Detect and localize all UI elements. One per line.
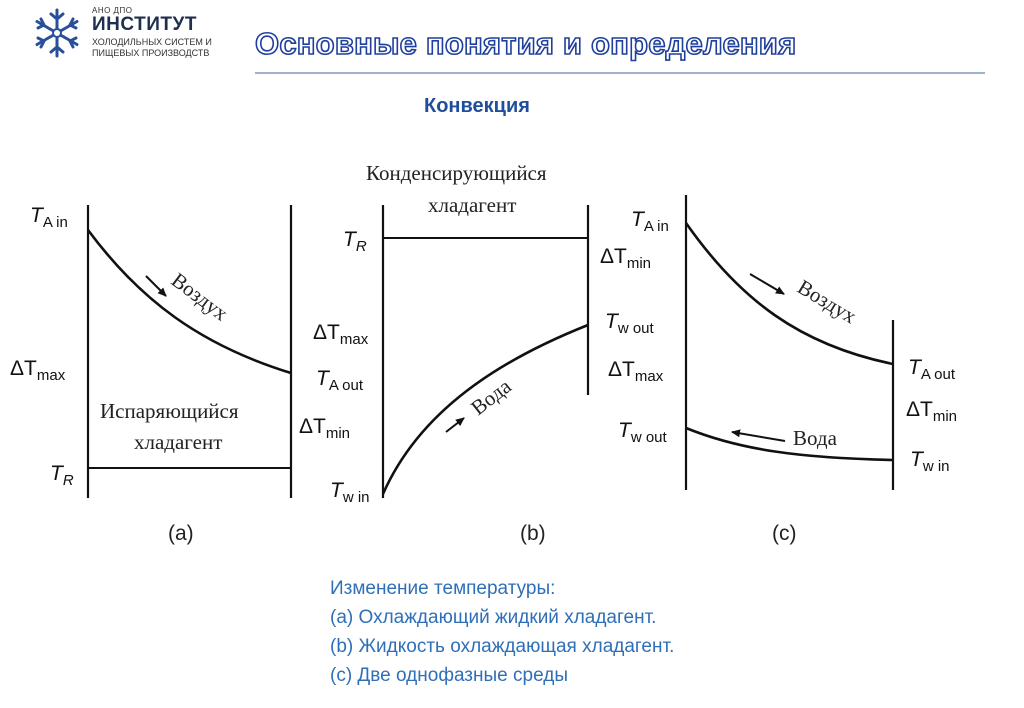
caption-line-2: (a) Охлаждающий жидкий хладагент. — [330, 607, 657, 628]
panel-c-dt-min-right-label: ΔTmin — [906, 398, 958, 425]
panel-c-t-w-in-label: Tw in — [910, 448, 950, 475]
panel-c-t-w-out-label: Tw out — [618, 419, 667, 446]
panel-b-water-arrow — [446, 418, 464, 432]
panel-a-t-a-in-label: TA in — [30, 204, 68, 231]
panel-c-dt-max-label: ΔTmax — [608, 358, 664, 385]
panel-c-t-a-in-label: TA in — [631, 208, 669, 235]
panel-b-t-r-label: TR — [343, 228, 367, 255]
panel-c-air-label: Воздух — [793, 274, 861, 329]
logo-top-line: АНО ДПО — [92, 6, 133, 15]
panel-a-t-r-label: TR — [50, 462, 74, 489]
panel-a-dt-max-label: ΔTmax — [10, 357, 66, 384]
panel-a-refrigerant-line-2: хладагент — [134, 430, 223, 454]
figure-caption — [330, 574, 674, 690]
panel-a-air-arrow — [146, 276, 166, 296]
panel-b-t-w-in-label: Tw in — [330, 479, 370, 506]
panel-a-refrigerant-line-1: Испаряющийся — [100, 399, 239, 423]
logo-name: ИНСТИТУТ — [92, 14, 197, 35]
panel-a-label: (a) — [168, 522, 194, 545]
logo-line-2: ПИЩЕВЫХ ПРОИЗВОДСТВ — [92, 48, 210, 58]
logo-line-1: ХОЛОДИЛЬНЫХ СИСТЕМ И — [92, 37, 212, 47]
panel-b-t-a-out-label: TA out — [316, 367, 364, 394]
panel-a-air-label: Воздух — [166, 267, 233, 326]
panel-b-refrigerant-line-1: Конденсирующийся — [366, 161, 547, 185]
panel-c-t-a-out-label: TA out — [908, 356, 956, 383]
panel-b-dt-min-label: ΔTmin — [299, 415, 351, 442]
panel-b-t-w-out-label: Tw out — [605, 310, 654, 337]
panel-b-refrigerant-line-2: хладагент — [428, 193, 517, 217]
caption-line-1: Изменение температуры: — [330, 578, 556, 599]
panel-c-water-arrow — [732, 432, 785, 441]
panel-c-water-label: Вода — [793, 426, 837, 450]
panel-b-label: (b) — [520, 522, 546, 545]
panel-c-label: (c) — [772, 522, 797, 545]
panel-a — [10, 204, 291, 545]
panel-c-air-arrow — [750, 274, 784, 294]
caption-line-4: (c) Две однофазные среды — [330, 665, 568, 686]
panel-b-dt-max-label: ΔTmax — [313, 321, 369, 348]
panel-b-water-label: Вода — [466, 373, 516, 420]
caption-line-3: (b) Жидкость охлаждающая хладагент. — [330, 636, 675, 657]
panel-c-air-curve — [686, 223, 893, 364]
panel-c-water-curve — [686, 428, 893, 460]
page-title: Основные понятия и определения — [255, 26, 797, 61]
panel-b — [299, 161, 655, 545]
panel-c — [600, 195, 957, 545]
section-subtitle: Конвекция — [424, 95, 530, 117]
panel-c-dt-min-left-label: ΔTmin — [600, 245, 652, 272]
